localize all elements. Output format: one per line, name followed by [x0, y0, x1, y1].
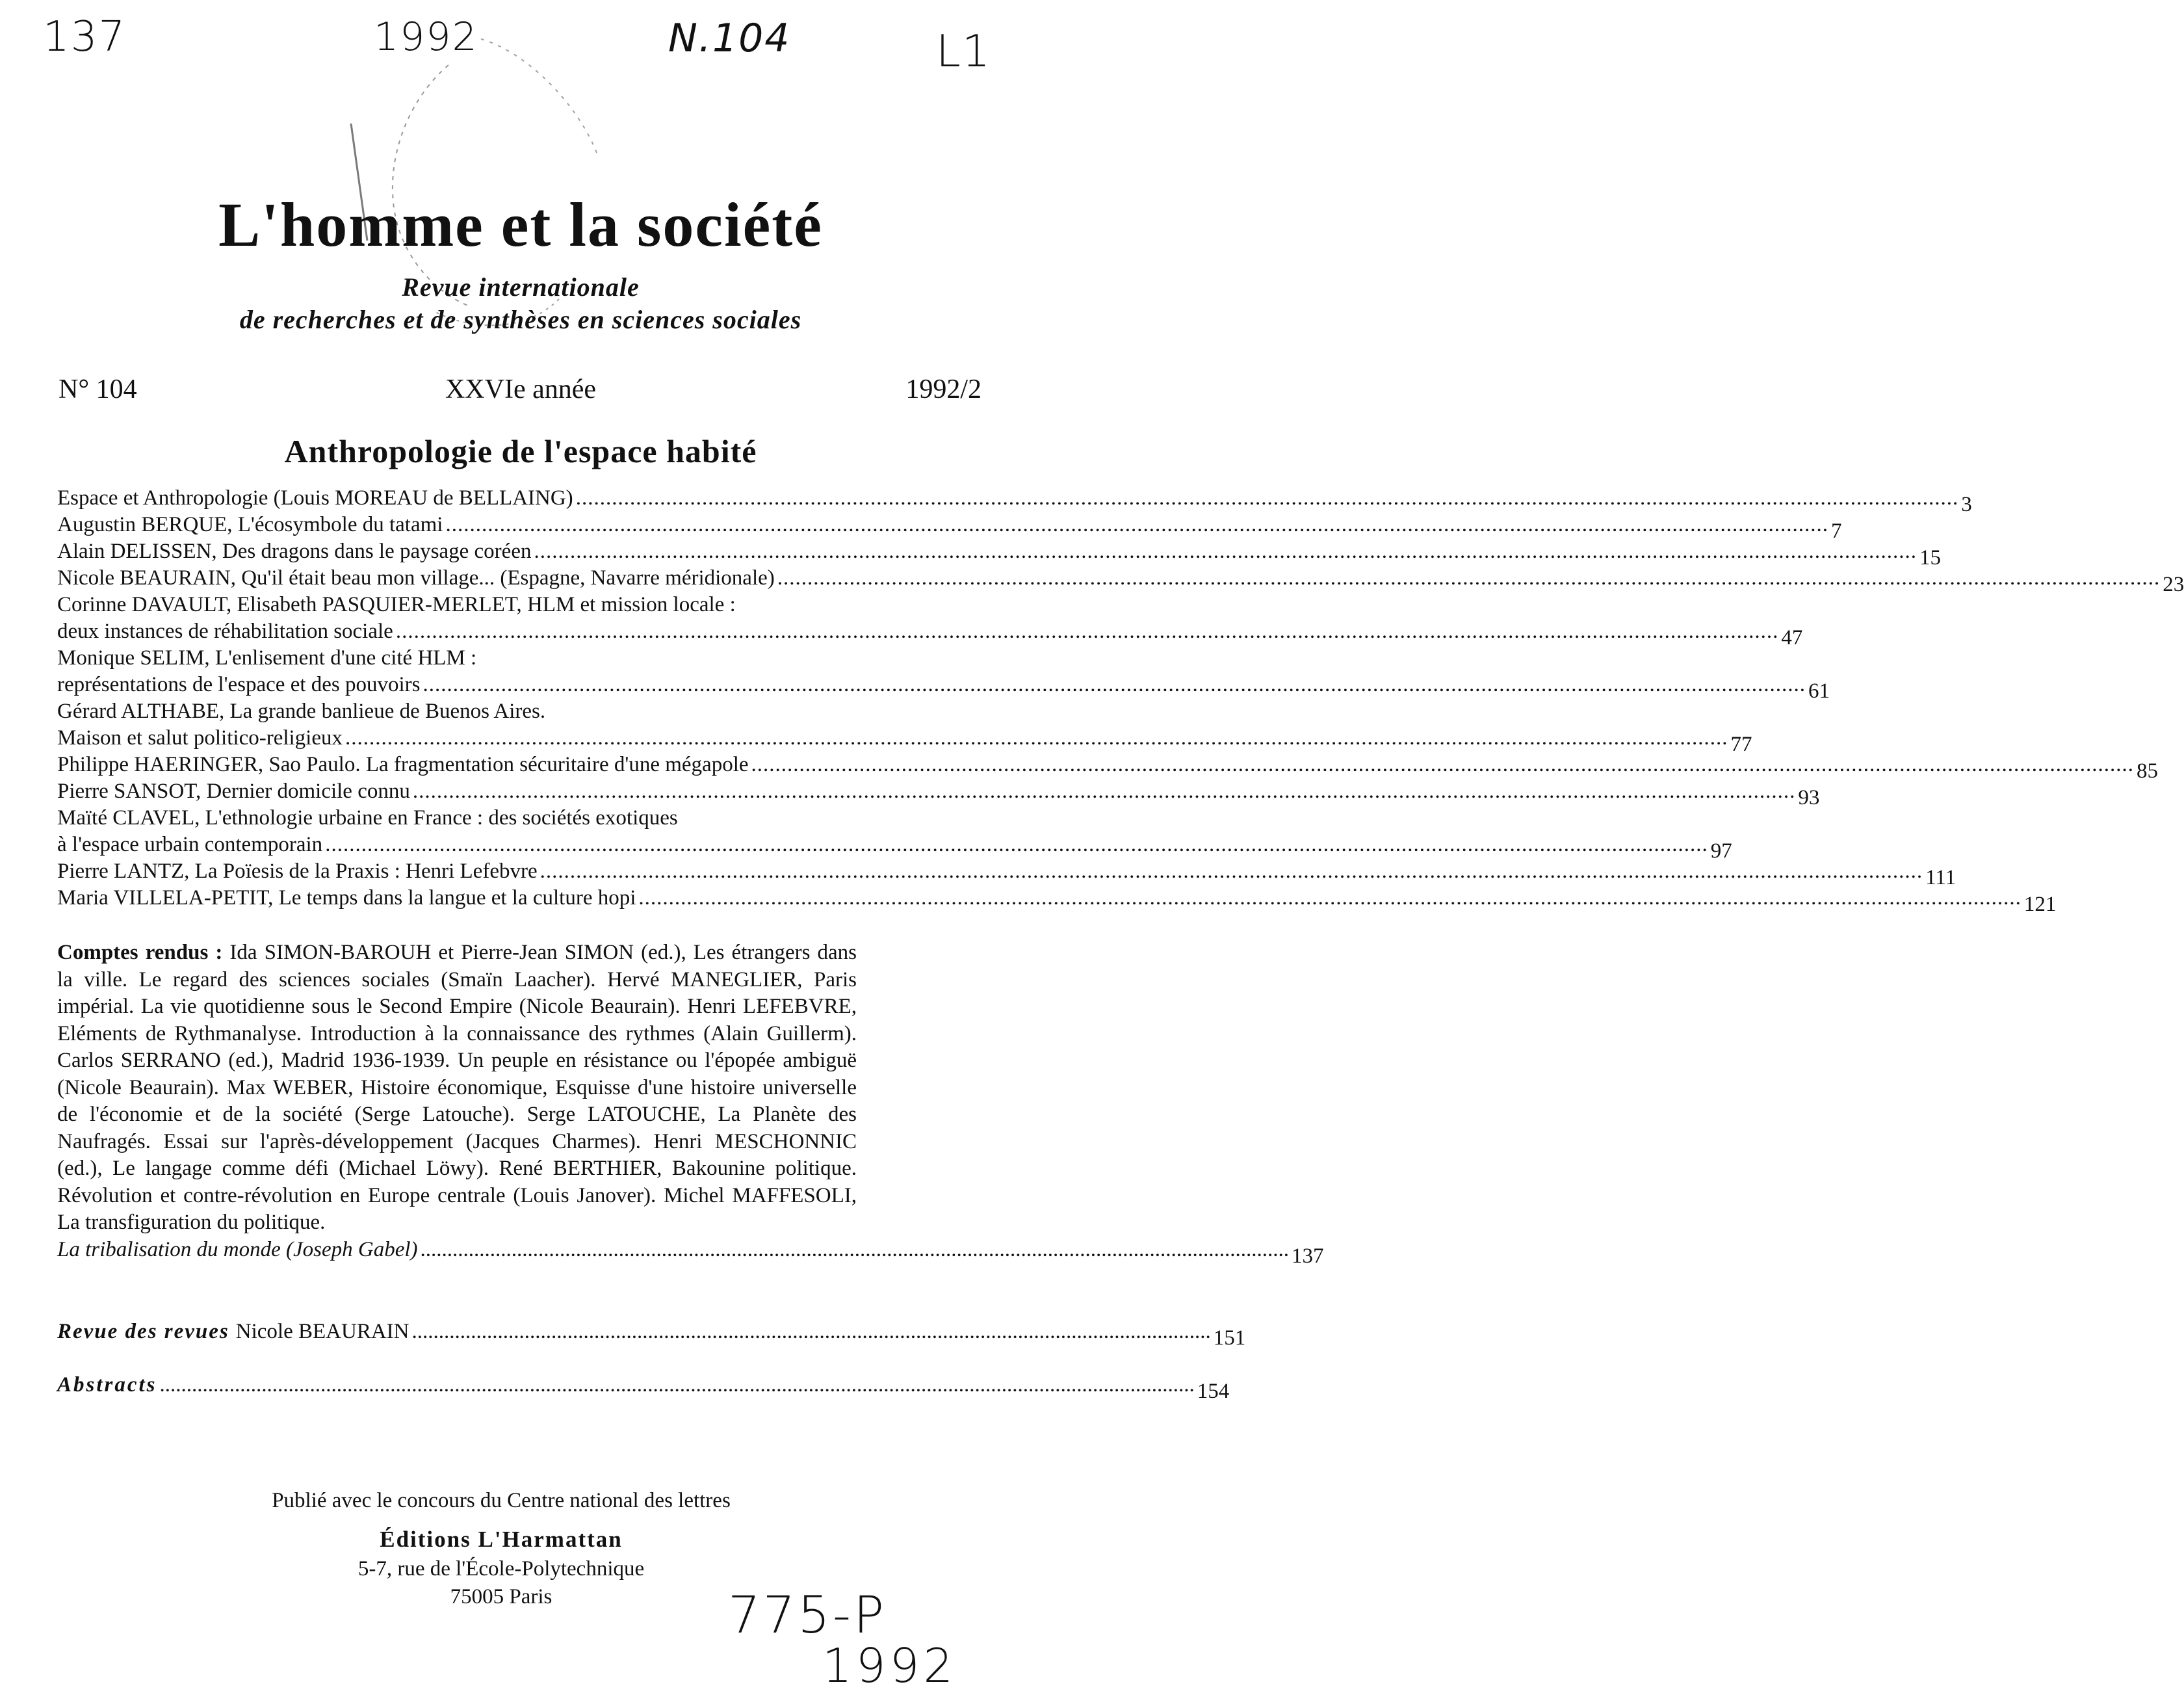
- toc-entry-line: [57, 700, 954, 726]
- dot-leader: [534, 540, 1917, 564]
- toc-entry-page: 85: [2137, 759, 2159, 783]
- issue-number: N° 104: [58, 374, 137, 404]
- toc-entry-page: 97: [1710, 839, 1732, 863]
- revue-des-revues-entry: [57, 1320, 1246, 1350]
- toc-entry: [57, 566, 2184, 596]
- toc-entry-line: [57, 566, 2184, 596]
- toc-entry-page: 47: [1781, 626, 1803, 650]
- toc-entry-text: Augustin BERQUE, L'écosymbole du tatami: [57, 513, 443, 536]
- toc-entry-text: Maïté CLAVEL, L'ethnologie urbaine en France : des sociétés exotiques: [57, 806, 678, 830]
- dot-leader: [345, 726, 1728, 750]
- toc-entry-page: 77: [1730, 733, 1752, 756]
- dot-leader: [638, 886, 2022, 910]
- dot-leader: ..................................................................................................................................................................: [420, 1237, 1290, 1261]
- comptes-rendus-heading: Comptes rendus :: [57, 941, 223, 964]
- dot-leader: .................................................................................................................................................................................................: [159, 1373, 1195, 1397]
- toc-entry-line: [57, 593, 954, 620]
- dot-leader: [777, 566, 2161, 590]
- toc-entry-text: Nicole BEAURAIN, Qu'il était beau mon village... (Espagne, Navarre méridionale): [57, 566, 775, 590]
- toc-entry: [57, 700, 1752, 756]
- toc-entry-line: [57, 806, 954, 833]
- comptes-rendus-last-line: [57, 1237, 1324, 1268]
- toc-entry-text: Maison et salut politico-religieux: [57, 726, 343, 750]
- handwritten-issue-top: N.104: [668, 16, 791, 61]
- toc-entry-text: Philippe HAERINGER, Sao Paulo. La fragmentation sécuritaire d'une mégapole: [57, 753, 749, 776]
- footer-publisher: Éditions L'Harmattan: [380, 1527, 623, 1552]
- toc-entry-text: deux instances de réhabilitation sociale: [57, 620, 393, 643]
- toc-entry: [57, 860, 1956, 889]
- abstracts-entry: [57, 1373, 1230, 1403]
- handwritten-label-top-right: L1: [936, 26, 992, 77]
- toc-entry: [57, 753, 2159, 783]
- toc-entry-line: [57, 780, 1820, 809]
- toc-entry-line: [57, 860, 1956, 889]
- dot-leader: [445, 513, 1828, 537]
- toc-entry-page: 93: [1798, 786, 1820, 809]
- toc-entry: [57, 646, 1830, 703]
- toc-entry-page: 111: [1925, 866, 1956, 889]
- revue-des-revues-author: Nicole BEAURAIN: [235, 1320, 410, 1343]
- handwritten-year-top: 1992: [374, 14, 478, 60]
- revue-des-revues-label: Revue des revues: [57, 1320, 229, 1343]
- journal-title: L'homme et la société: [218, 190, 823, 259]
- toc-entry-page: 3: [1961, 493, 1972, 516]
- toc-entry-page: 15: [1919, 546, 1941, 570]
- toc-entry-line: [57, 513, 1842, 543]
- toc-entry-page: 23: [2163, 573, 2184, 596]
- revue-des-revues-page: 151: [1213, 1326, 1246, 1350]
- issue-year-label: XXVIe année: [445, 374, 597, 404]
- toc-entry: [57, 806, 1732, 863]
- issue-date: 1992/2: [905, 374, 982, 404]
- handwritten-year-bottom: 1992: [822, 1638, 957, 1693]
- toc-entry-page: 61: [1808, 679, 1830, 703]
- comptes-rendus-body: Ida SIMON-BAROUH et Pierre-Jean SIMON (ed.), Les étrangers dans la ville. Le regard des sciences sociales (Smaïn Laacher). Hervé MANEGLIER, Paris impérial. La vie quotidienne sous le Second Empire (Nicole Beaurain). Henri LEFEBVRE, Eléments de Rythmanalyse. Introduction à la connaissance des rythmes (Alain Guillerm). Carlos SERRANO (ed.), Madrid 1936-1939. Un peuple en résistance ou l'épopée ambiguë (Nicole Beaurain). Max WEBER, Histoire économique, Esquisse d'une histoire universelle de l'économie et de la société (Serge Latouche). Serge LATOUCHE, La Planète des Naufragés. Essai sur l'après-développement (Jacques Charmes). Henri MESCHONNIC (ed.), Le langage comme défi (Michael Löwy). René BERTHIER, Bakounine politique. Révolution et contre-révolution en Europe centrale (Louis Janover). Michel MAFFESOLI, La transfiguration du politique.: [57, 941, 857, 1234]
- toc-entry-text: Gérard ALTHABE, La grande banlieue de Buenos Aires.: [57, 700, 546, 723]
- toc-entry-line: [57, 620, 1803, 650]
- theme-title: Anthropologie de l'espace habité: [284, 433, 757, 469]
- toc-entry-text: Monique SELIM, L'enlisement d'une cité HLM :: [57, 646, 477, 670]
- comptes-rendus-last-text: La tribalisation du monde (Joseph Gabel): [57, 1237, 418, 1261]
- handwritten-number-top-left: 137: [43, 13, 127, 61]
- toc-entry: [57, 540, 1941, 570]
- dot-leader: [413, 780, 1796, 804]
- footer-city: 75005 Paris: [450, 1585, 552, 1608]
- dot-leader: [396, 620, 1779, 644]
- dot-leader: [751, 753, 2135, 777]
- toc-entry-line: [57, 753, 2159, 783]
- table-of-contents: [57, 486, 2184, 916]
- toc-entry: [57, 780, 1820, 809]
- toc-entry-line: [57, 726, 1752, 756]
- toc-entry: [57, 593, 1803, 650]
- dot-leader: [325, 833, 1708, 857]
- toc-entry: [57, 486, 1972, 516]
- handwritten-call-number: 775-P: [728, 1586, 887, 1645]
- toc-entry-line: [57, 886, 2057, 916]
- toc-entry-page: 7: [1830, 519, 1842, 543]
- toc-entry-text: Pierre SANSOT, Dernier domicile connu: [57, 780, 410, 803]
- toc-entry-line: [57, 540, 1941, 570]
- toc-entry-line: [57, 833, 1732, 863]
- abstracts-page: 154: [1197, 1380, 1230, 1403]
- footer-address: 5-7, rue de l'École-Polytechnique: [358, 1557, 645, 1581]
- toc-entry-text: Alain DELISSEN, Des dragons dans le paysage coréen: [57, 540, 532, 563]
- dot-leader: [423, 673, 1806, 697]
- journal-subtitle-line2: de recherches et de synthèses en sciences sociales: [239, 305, 802, 334]
- toc-entry-line: [57, 673, 1830, 703]
- toc-entry-line: [57, 646, 954, 673]
- toc-entry-text: représentations de l'espace et des pouvoirs: [57, 673, 421, 696]
- dot-leader: [540, 860, 1923, 884]
- comptes-rendus-page: 137: [1292, 1244, 1324, 1268]
- toc-entry-text: Maria VILLELA-PETIT, Le temps dans la langue et la culture hopi: [57, 886, 636, 910]
- comptes-rendus-section: [57, 939, 1324, 1268]
- footer-support-line: Publié avec le concours du Centre national des lettres: [272, 1489, 731, 1512]
- toc-entry: [57, 886, 2057, 916]
- dot-leader: [576, 486, 1959, 510]
- toc-entry-page: 121: [2023, 893, 2057, 916]
- dot-leader: .....................................................................................................................................................: [411, 1320, 1211, 1343]
- abstracts-label: Abstracts: [57, 1373, 157, 1397]
- toc-entry-text: Espace et Anthropologie (Louis MOREAU de BELLAING): [57, 486, 573, 510]
- toc-entry-text: Corinne DAVAULT, Elisabeth PASQUIER-MERLET, HLM et mission locale :: [57, 593, 736, 616]
- toc-entry-text: Pierre LANTZ, La Poïesis de la Praxis : Henri Lefebvre: [57, 860, 538, 883]
- toc-entry: [57, 513, 1842, 543]
- comptes-rendus-text: [57, 939, 857, 1237]
- toc-entry-text: à l'espace urbain contemporain: [57, 833, 323, 856]
- journal-subtitle-line1: Revue internationale: [402, 272, 640, 302]
- toc-entry-line: [57, 486, 1972, 516]
